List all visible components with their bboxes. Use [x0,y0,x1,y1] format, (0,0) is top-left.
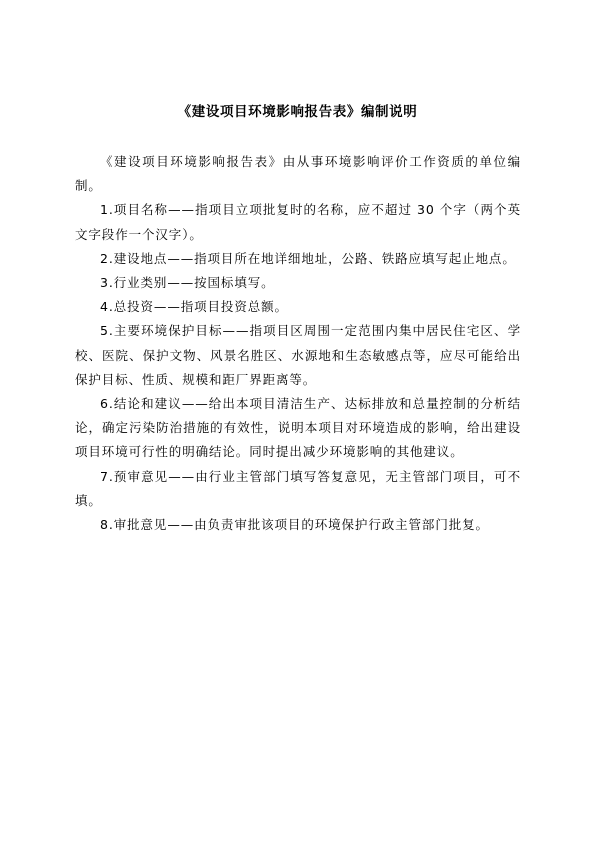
item-approval: 8.审批意见——由负责审批该项目的环境保护行政主管部门批复。 [100,517,489,533]
intro-paragraph: 《建设项目环境影响报告表》由从事环境影响评价工作资质的单位编制。 [75,154,521,194]
item-total-investment: 4.总投资——指项目投资总额。 [100,299,288,315]
document-title: 《建设项目环境影响报告表》编制说明 [177,104,418,120]
item-pre-review: 7.预审意见——由行业主管部门填写答复意见，无主管部门项目，可不填。 [75,468,521,508]
item-conclusions: 6.结论和建议——给出本项目清洁生产、达标排放和总量控制的分析结论，确定污染防治措施的有效性，说明本项目对环境造成的影响，给出建设项目环境可行性的明确结论。同时提出减少环境影响的其他建议。 [75,396,521,460]
item-construction-site: 2.建设地点——指项目所在地详细地址，公路、铁路应填写起止地点。 [100,250,516,266]
document-body [75,150,521,537]
item-protection-targets: 5.主要环境保护目标——指项目区周围一定范围内集中居民住宅区、学校、医院、保护文物、风景名胜区、水源地和生态敏感点等，应尽可能给出保护目标、性质、规模和距厂界距离等。 [75,323,521,387]
item-project-name: 1.项目名称——指项目立项批复时的名称，应不超过 30 个字（两个英文字段作一个汉字）。 [75,202,521,242]
item-industry-category: 3.行业类别——按国标填写。 [100,275,275,291]
